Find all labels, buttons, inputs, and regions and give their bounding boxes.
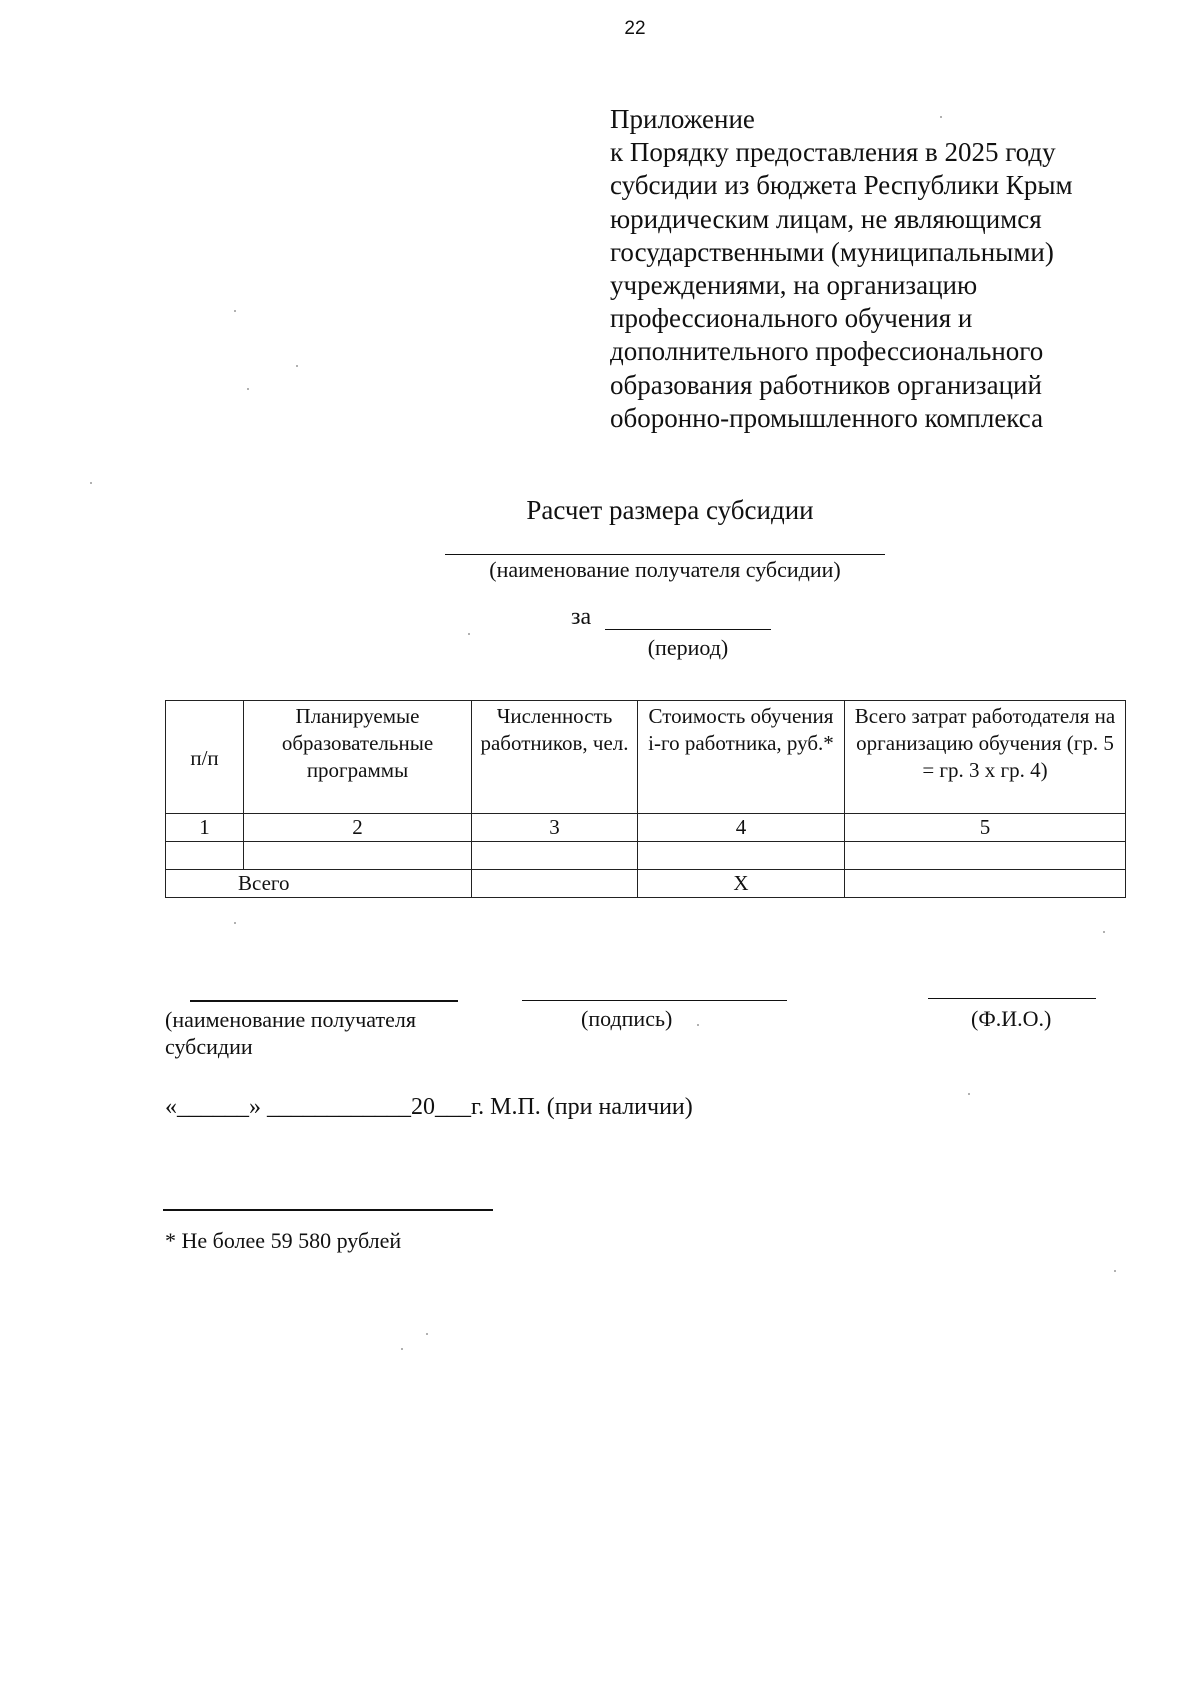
table-header-row (166, 701, 1126, 814)
table-row-total (166, 870, 1126, 898)
scan-speck (426, 1333, 428, 1335)
header-cell-headcount: Численность работников, чел. (472, 701, 638, 814)
scan-speck (247, 388, 249, 390)
scan-speck (468, 633, 470, 635)
scan-speck (234, 310, 236, 312)
footnote-separator (163, 1209, 493, 1211)
appendix-line: Приложение (610, 104, 755, 134)
table-cell[interactable] (845, 842, 1126, 870)
fio-blank (928, 998, 1096, 999)
appendix-line: юридическим лицам, не являющимся (610, 203, 1042, 234)
page-number: 22 (624, 18, 646, 39)
appendix-line: оборонно-промышленного комплекса (610, 402, 1044, 433)
header-cell-programs: Планируемые образовательные программы (244, 701, 472, 814)
appendix-line: государственными (муниципальными) (610, 236, 1054, 267)
recipient-signature-caption: (наименование получателя субсидии (165, 1007, 416, 1059)
scan-speck (401, 1348, 403, 1350)
period-caption: (период) (647, 635, 729, 660)
column-number-cell: 5 (845, 814, 1126, 842)
scan-speck (296, 365, 298, 367)
column-number-cell: 1 (166, 814, 244, 842)
table-row-column-numbers (166, 814, 1126, 842)
scan-speck (1114, 1270, 1116, 1272)
total-sum-cell[interactable] (845, 870, 1126, 898)
signature-blank (522, 1000, 787, 1001)
total-cost-cell: X (638, 870, 845, 898)
scan-speck (940, 116, 942, 118)
recipient-name-blank (445, 554, 885, 555)
column-number-cell: 2 (244, 814, 472, 842)
fio-caption: (Ф.И.О.) (971, 1006, 1052, 1031)
appendix-line: образования работников организаций (610, 369, 1042, 400)
total-headcount-cell[interactable] (472, 870, 638, 898)
appendix-header (610, 103, 1200, 435)
subsidy-calculation-table (165, 700, 1126, 898)
scan-speck (1103, 931, 1105, 933)
recipient-name-caption: (наименование получателя субсидии) (489, 557, 841, 582)
header-cell-number: п/п (166, 701, 244, 814)
appendix-line: профессионального обучения и (610, 303, 973, 334)
date-and-stamp-line: «______» ____________20___г. М.П. (при наличии) (165, 1094, 693, 1120)
scan-speck (968, 1093, 970, 1095)
period-prefix: за (571, 604, 592, 630)
appendix-line: учреждениями, на организацию (610, 270, 978, 301)
appendix-line: дополнительного профессионального (610, 336, 1044, 367)
document-title: Расчет размера субсидии (526, 495, 814, 525)
table-cell[interactable] (244, 842, 472, 870)
table-cell[interactable] (638, 842, 845, 870)
table-row-empty (166, 842, 1126, 870)
scan-speck (234, 922, 236, 924)
appendix-line: к Порядку предоставления в 2025 году (610, 137, 1056, 168)
column-number-cell: 4 (638, 814, 845, 842)
period-blank (605, 629, 771, 630)
scan-speck (697, 1024, 699, 1026)
column-number-cell: 3 (472, 814, 638, 842)
table-cell[interactable] (472, 842, 638, 870)
total-label: Всего (166, 870, 472, 898)
signature-caption: (подпись) (581, 1006, 673, 1031)
header-cell-cost: Стоимость обучения i-го работника, руб.* (638, 701, 845, 814)
header-cell-total-cost: Всего затрат работодателя на организацию обучения (гр. 5 = гр. 3 х гр. 4) (845, 701, 1126, 814)
table-cell[interactable] (166, 842, 244, 870)
recipient-signature-blank (190, 1000, 458, 1002)
footnote: * Не более 59 580 рублей (165, 1228, 402, 1253)
appendix-line: субсидии из бюджета Республики Крым (610, 170, 1073, 201)
scan-speck (90, 482, 92, 484)
